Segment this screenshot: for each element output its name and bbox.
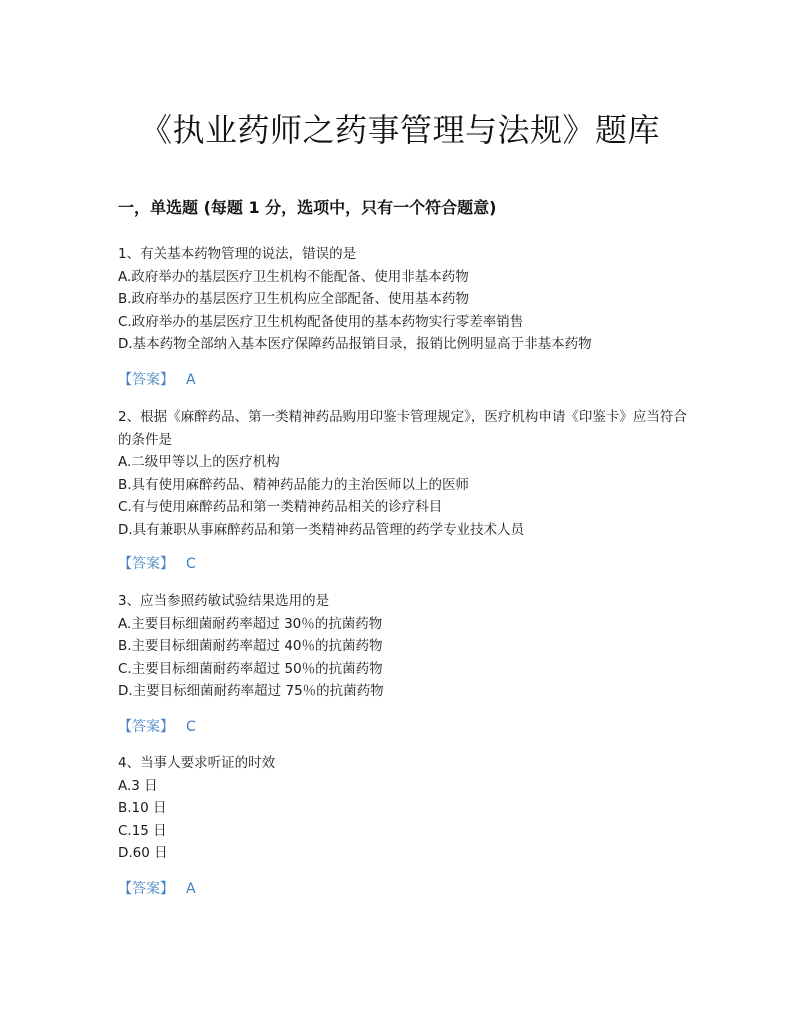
answer-value: A (186, 372, 196, 388)
answer-4 (118, 878, 196, 900)
section-heading: 一，单选题 (每题 1 分，选项中，只有一个符合题意) (118, 198, 497, 217)
question-2 (118, 406, 688, 541)
question-1 (118, 243, 688, 356)
option-b: B.10 日 (118, 800, 167, 816)
answer-value: A (186, 881, 196, 897)
option-d: D.主要目标细菌耐药率超过 75％的抗菌药物 (118, 683, 384, 699)
answer-1 (118, 369, 196, 391)
answer-label: 【答案】 (118, 372, 174, 388)
option-a: A.二级甲等以上的医疗机构 (118, 454, 280, 470)
question-stem: 3、应当参照药敏试验结果选用的是 (118, 593, 330, 609)
question-stem: 2、根据《麻醉药品、第一类精神药品购用印鉴卡管理规定》，医疗机构申请《印鉴卡》应当符合的条件是 (118, 409, 687, 448)
answer-label: 【答案】 (118, 881, 174, 897)
answer-value: C (186, 719, 196, 735)
option-c: C.15 日 (118, 822, 167, 839)
option-d: D.具有兼职从事麻醉药品和第一类精神药品管理的药学专业技术人员 (118, 521, 525, 538)
option-a: A.政府举办的基层医疗卫生机构不能配备、使用非基本药物 (118, 268, 469, 285)
answer-value: C (186, 556, 196, 572)
option-c: C.政府举办的基层医疗卫生机构配备使用的基本药物实行零差率销售 (118, 313, 524, 330)
option-b: B.政府举办的基层医疗卫生机构应全部配备、使用基本药物 (118, 291, 470, 307)
answer-2 (118, 553, 196, 575)
option-b: B.具有使用麻醉药品、精神药品能力的主治医师以上的医师 (118, 476, 470, 493)
question-stem: 1、有关基本药物管理的说法，错误的是 (118, 246, 357, 262)
option-c: C.有与使用麻醉药品和第一类精神药品相关的诊疗科目 (118, 499, 443, 515)
question-4 (118, 752, 688, 865)
document-title: 《执业药师之药事管理与法规》题库 (139, 111, 660, 149)
answer-label: 【答案】 (118, 719, 174, 735)
option-a: A.3 日 (118, 777, 158, 794)
option-d: D.基本药物全部纳入基本医疗保障药品报销目录，报销比例明显高于非基本药物 (118, 336, 592, 352)
answer-3 (118, 716, 196, 738)
option-d: D.60 日 (118, 845, 168, 861)
option-c: C.主要目标细菌耐药率超过 50％的抗菌药物 (118, 660, 383, 677)
question-3 (118, 590, 688, 703)
answer-label: 【答案】 (118, 556, 174, 572)
option-a: A.主要目标细菌耐药率超过 30％的抗菌药物 (118, 615, 383, 632)
option-b: B.主要目标细菌耐药率超过 40％的抗菌药物 (118, 638, 383, 654)
question-stem: 4、当事人要求听证的时效 (118, 755, 276, 771)
